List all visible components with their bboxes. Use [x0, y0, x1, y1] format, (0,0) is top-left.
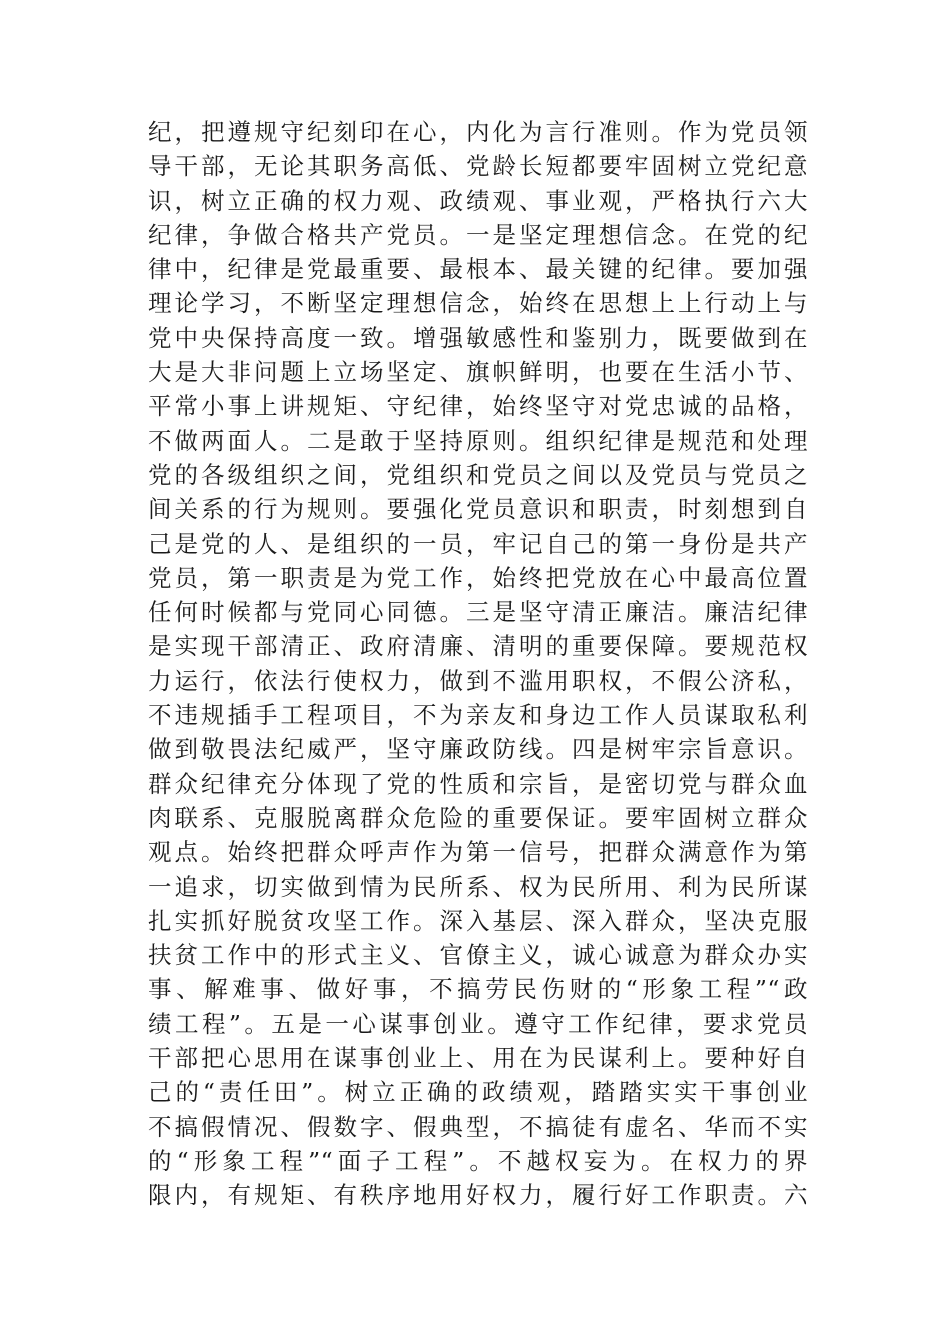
text-line-1: 纪，把遵规守纪刻印在心，内化为言行准则。作为党员领: [148, 118, 808, 146]
text-line-10: 不做两面人。二是敢于坚持原则。组织纪律是规范和处理: [148, 426, 808, 455]
text-line-19: 做到敬畏法纪威严，坚守廉政防线。四是树牢宗旨意识。: [148, 735, 808, 764]
text-line-3: 识，树立正确的权力观、政绩观、事业观，严格执行六大: [148, 186, 808, 215]
text-line-17: 力运行，依法行使权力，做到不滥用职权，不假公济私，: [148, 666, 808, 695]
text-line-22: 观点。始终把群众呼声作为第一信号，把群众满意作为第: [148, 838, 808, 867]
text-line-24: 扎实抓好脱贫攻坚工作。深入基层、深入群众，坚决克服: [148, 906, 808, 935]
text-line-32: 限内，有规矩、有秩序地用好权力，履行好工作职责。六: [148, 1181, 808, 1210]
body-text: [148, 115, 808, 1213]
text-line-6: 理论学习，不断坚定理想信念，始终在思想上上行动上与: [148, 289, 808, 318]
text-line-30: 不搞假情况、假数字、假典型，不搞徒有虚名、华而不实: [148, 1112, 808, 1141]
text-line-20: 群众纪律充分体现了党的性质和宗旨，是密切党与群众血: [148, 769, 808, 798]
text-line-4: 纪律，争做合格共产党员。一是坚定理想信念。在党的纪: [148, 220, 808, 249]
text-line-27: 绩工程”。五是一心谋事创业。遵守工作纪律，要求党员: [148, 1009, 808, 1038]
text-line-23: 一追求，切实做到情为民所系、权为民所用、利为民所谋: [148, 872, 808, 901]
text-line-9: 平常小事上讲规矩、守纪律，始终坚守对党忠诚的品格，: [148, 392, 808, 421]
text-line-7: 党中央保持高度一致。增强敏感性和鉴别力，既要做到在: [148, 323, 808, 352]
text-line-29: 己的“责任田”。树立正确的政绩观，踏踏实实干事创业: [148, 1078, 808, 1107]
text-line-16: 是实现干部清正、政府清廉、清明的重要保障。要规范权: [148, 632, 808, 661]
text-line-14: 党员，第一职责是为党工作，始终把党放在心中最高位置: [148, 563, 808, 592]
text-line-5: 律中，纪律是党最重要、最根本、最关键的纪律。要加强: [148, 255, 808, 284]
text-line-31: 的“形象工程”“面子工程”。不越权妄为。在权力的界: [148, 1146, 808, 1175]
text-line-12: 间关系的行为规则。要强化党员意识和职责，时刻想到自: [148, 495, 808, 524]
text-line-11: 党的各级组织之间，党组织和党员之间以及党员与党员之: [148, 460, 808, 489]
text-line-25: 扶贫工作中的形式主义、官僚主义，诚心诚意为群众办实: [148, 941, 808, 970]
text-line-18: 不违规插手工程项目，不为亲友和身边工作人员谋取私利: [148, 701, 808, 730]
text-line-8: 大是大非问题上立场坚定、旗帜鲜明，也要在生活小节、: [148, 358, 808, 387]
text-line-26: 事、解难事、做好事，不搞劳民伤财的“形象工程”“政: [148, 975, 808, 1004]
text-line-21: 肉联系、克服脱离群众危险的重要保证。要牢固树立群众: [148, 803, 808, 832]
text-line-2: 导干部，无论其职务高低、党龄长短都要牢固树立党纪意: [148, 152, 808, 181]
text-line-28: 干部把心思用在谋事创业上、用在为民谋利上。要种好自: [148, 1044, 808, 1073]
text-line-15: 任何时候都与党同心同德。三是坚守清正廉洁。廉洁纪律: [148, 598, 808, 627]
text-line-13: 己是党的人、是组织的一员，牢记自己的第一身份是共产: [148, 529, 808, 558]
